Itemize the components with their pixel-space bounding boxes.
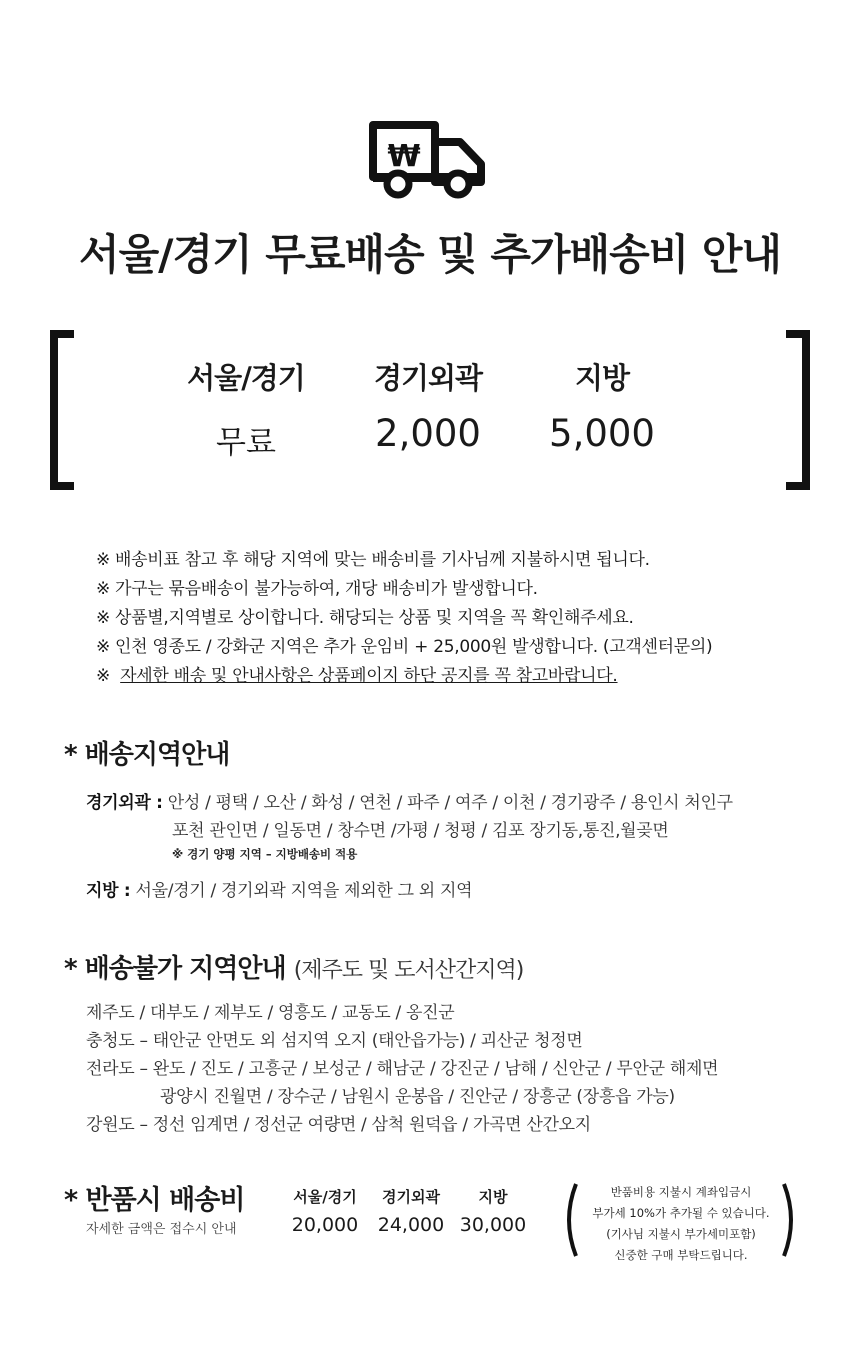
no-delivery-title-text: * 배송불가 지역안내 [64, 954, 286, 984]
no-delivery-title [64, 948, 523, 985]
return-zone-name: 지방 [478, 1188, 508, 1206]
zone-price: 5,000 [549, 412, 655, 455]
outer-area-line2: 포천 관인면 / 일동면 / 창수면 /가평 / 청평 / 김포 장기동,통진,월곶면 [172, 821, 669, 841]
note-item: ※ 인천 영종도 / 강화군 지역은 추가 운임비 + 25,000원 발생합니다. (고객센터문의) [96, 637, 713, 657]
note-item: ※ 상품별,지역별로 상이합니다. 해당되는 상품 및 지역을 꼭 확인해주세요. [96, 608, 634, 628]
zone-name: 서울/경기 [187, 361, 305, 395]
note-item: ※ 가구는 묶음배송이 불가능하여, 개당 배송비가 발생합니다. [96, 579, 538, 599]
return-fee-title: * 반품시 배송비 [64, 1185, 245, 1216]
note-item: ※ 배송비표 참고 후 해당 지역에 맞는 배송비를 기사님께 지불하시면 됩니다. [96, 550, 650, 570]
no-delivery-line: 제주도 / 대부도 / 제부도 / 영흥도 / 교동도 / 옹진군 [86, 1003, 455, 1023]
outer-area-row [86, 788, 733, 813]
note-item [96, 662, 712, 691]
outer-area-note: ※ 경기 양평 지역 – 지방배송비 적용 [172, 847, 358, 861]
return-zone-price: 20,000 [291, 1214, 359, 1236]
zone-price: 무료 [216, 425, 276, 461]
zone-name: 경기외곽 [373, 361, 483, 395]
return-fee-subtitle: 자세한 금액은 접수시 안내 [86, 1222, 237, 1237]
svg-text:₩: ₩ [387, 139, 421, 174]
no-delivery-line: 전라도 – 완도 / 진도 / 고흥군 / 보성군 / 해남군 / 강진군 / 남해 / 신안군 / 무안군 해제면 [86, 1059, 719, 1079]
outer-area-line1: 안성 / 평택 / 오산 / 화성 / 연천 / 파주 / 여주 / 이천 / 경기광주 / 용인시 처인구 [167, 793, 733, 813]
zone-price: 2,000 [375, 412, 481, 455]
local-area-row [86, 876, 472, 901]
zone-name: 지방 [574, 361, 630, 395]
truck-won-icon [368, 120, 488, 200]
return-notice [578, 1182, 784, 1266]
no-delivery-line: 충청도 – 태안군 안면도 외 섬지역 오지 (태안읍가능) / 괴산군 청정면 [86, 1031, 583, 1051]
no-delivery-subtitle: (제주도 및 도서산간지역) [293, 958, 524, 983]
local-area-text: 서울/경기 / 경기외곽 지역을 제외한 그 외 지역 [135, 881, 473, 901]
no-delivery-line: 광양시 진월면 / 장수군 / 남원시 운봉읍 / 진안군 / 장흥군 (장흥읍 가능) [160, 1087, 675, 1107]
notice-line: 신중한 구매 부탁드립니다. [614, 1248, 748, 1262]
return-zone-price: 24,000 [377, 1214, 445, 1236]
return-zone-name: 경기외곽 [382, 1188, 440, 1206]
page-title: 서울/경기 무료배송 및 추가배송비 안내 [79, 230, 781, 279]
delivery-area-title: * 배송지역안내 [64, 740, 230, 770]
notes-list [96, 546, 712, 691]
no-delivery-line: 강원도 – 정선 임계면 / 정선군 여량면 / 삼척 원덕읍 / 가곡면 산간오지 [86, 1115, 591, 1135]
notice-line: 반품비용 지불시 계좌입금시 [610, 1185, 752, 1199]
outer-area-label: 경기외곽 : [86, 793, 163, 813]
local-area-label: 지방 : [86, 881, 131, 901]
left-bracket [50, 330, 74, 490]
notice-line: 부가세 10%가 추가될 수 있습니다. [592, 1206, 770, 1220]
right-bracket [786, 330, 810, 490]
note-link-text: 자세한 배송 및 안내사항은 상품페이지 하단 공지를 꼭 참고바랍니다. [120, 666, 618, 686]
note-mark: ※ [96, 666, 110, 686]
return-zone-name: 서울/경기 [293, 1188, 357, 1206]
notice-line: (기사님 지불시 부가세미포함) [606, 1227, 756, 1241]
return-zone-price: 30,000 [459, 1214, 527, 1236]
